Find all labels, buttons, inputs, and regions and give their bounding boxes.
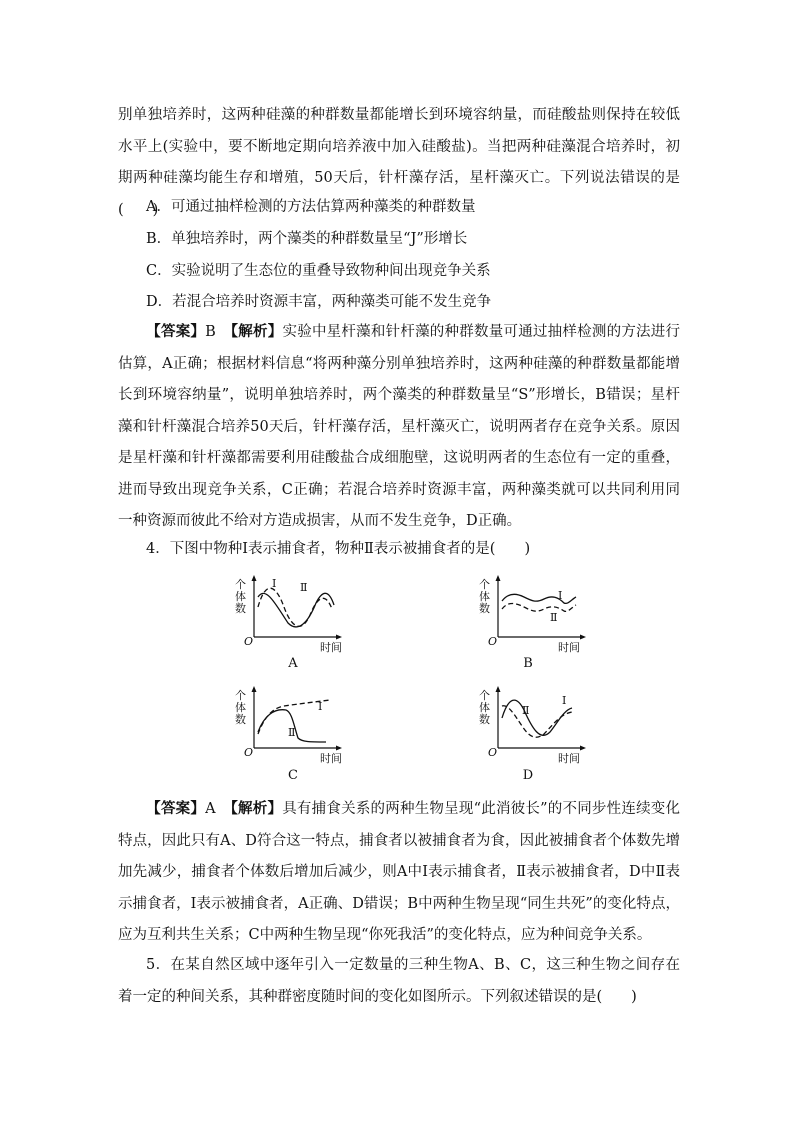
graph-d-series-i: Ⅰ [562, 694, 567, 707]
q4-analysis-text: 具有捕食关系的两种生物呈现“此消彼长”的不同步性连续变化特点，因此只有A、D符合这一特点，捕食者以被捕食者为食，因此被捕食者个体数先增加先减少，捕食者个体数后增加后减少，则A中Ⅰ表示捕食者，Ⅱ表示被捕食者，D中Ⅱ表示捕食者，Ⅰ表示被捕食者，A正确、D错误；B中两种生物呈现“同生共死”的变化特点，应为互利共生关系；C中两种生物呈现“你死我活”的变化特点，应为种间竞争关系。 [118, 801, 681, 943]
q3-option-a: A．可通过抽样检测的方法估算两种藻类的种群数量 [146, 199, 476, 215]
graph-d-series-ii: Ⅱ [522, 704, 530, 717]
q3-answer-block [118, 316, 680, 538]
graph-a [232, 575, 342, 654]
graph-a-series-i: Ⅰ [272, 577, 277, 590]
q3-answer-tag: 【答案】 [146, 323, 206, 340]
q5-stem-block [118, 950, 680, 1013]
q3-option-c: C．实验说明了生态位的重叠导致物种间出现竞争关系 [146, 263, 491, 279]
graph-d-y-label: 个体数 [479, 689, 490, 726]
graph-b-origin: O [488, 635, 498, 648]
q4-answer-block [118, 793, 680, 952]
graph-c-caption: C [288, 768, 298, 783]
graph-c-x-label: 时间 [320, 752, 342, 765]
graph-c-origin: O [244, 746, 254, 759]
graph-c-y-label: 个体数 [235, 689, 246, 726]
graph-d-caption: D [522, 768, 534, 783]
graph-b-caption: B [523, 656, 533, 671]
graph-c-series-ii: Ⅱ [288, 726, 296, 739]
graph-d-origin: O [488, 746, 498, 759]
graph-a-x-label: 时间 [320, 641, 342, 654]
graph-c-series-i: Ⅰ [318, 700, 323, 713]
graph-c [232, 686, 342, 765]
q4-stem: 4．下图中物种Ⅰ表示捕食者，物种Ⅱ表示被捕食者的是( ) [146, 541, 531, 557]
graph-d-x-label: 时间 [558, 752, 580, 765]
graph-a-series-ii: Ⅱ [300, 581, 308, 594]
q3-answer-value: B [205, 324, 216, 340]
q4-answer-tag: 【答案】 [146, 800, 206, 817]
graph-a-y-label: 个体数 [235, 578, 246, 615]
q3-analysis-tag: 【解析】 [230, 323, 283, 340]
graph-b-series-ii: Ⅱ [550, 611, 558, 624]
graph-b-x-label: 时间 [558, 641, 580, 654]
q3-analysis-text: 实验中星杆藻和针杆藻的种群数量可通过抽样检测的方法进行估算，A正确；根据材料信息“将两种藻分别单独培养时，这两种硅藻的种群数量都能增长到环境容纳量”，说明单独培养时，两个藻类的种群数量呈“S”形增长，B错误；星杆藻和针杆藻混合培养50天后，针杆藻存活，星杆藻灭亡，说明两者存在竞争关系。原因是星杆藻和针杆藻都需要利用硅酸盐合成细胞壁，这说明两者的生态位有一定的重叠，进而导致出现竞争关系，C正确；若混合培养时资源丰富，两种藻类就可以共同利用同一种资源而彼此不给对方造成损害，从而不发生竞争，D正确。 [118, 324, 681, 529]
q4-answer-value: A [205, 801, 216, 817]
graph-b-series-i: Ⅰ [558, 589, 563, 602]
graph-d [478, 686, 588, 765]
q3-option-d: D．若混合培养时资源丰富，两种藻类可能不发生竞争 [146, 294, 492, 310]
q3-intro-paragraph: 别单独培养时，这两种硅藻的种群数量都能增长到环境容纳量，而硅酸盐则保持在较低水平上(实验中，要不断地定期向培养液中加入硅酸盐)。当把两种硅藻混合培养时，初期两种硅藻均能生存和增殖，50天后，针杆藻存活，星杆藻灭亡。下列说法错误的是( ) [118, 107, 680, 218]
q5-stem: 5．在某自然区域中逐年引入一定数量的三种生物A、B、C，这三种生物之间存在着一定的种间关系，其种群密度随时间的变化如图所示。下列叙述错误的是( ) [118, 957, 680, 1005]
graph-a-caption: A [288, 656, 298, 671]
graph-b [478, 575, 588, 654]
q3-option-b: B．单独培养时，两个藻类的种群数量呈“J”形增长 [146, 231, 468, 247]
q4-analysis-tag: 【解析】 [230, 800, 283, 817]
graph-b-y-label: 个体数 [479, 578, 490, 615]
graph-a-origin: O [244, 635, 254, 648]
